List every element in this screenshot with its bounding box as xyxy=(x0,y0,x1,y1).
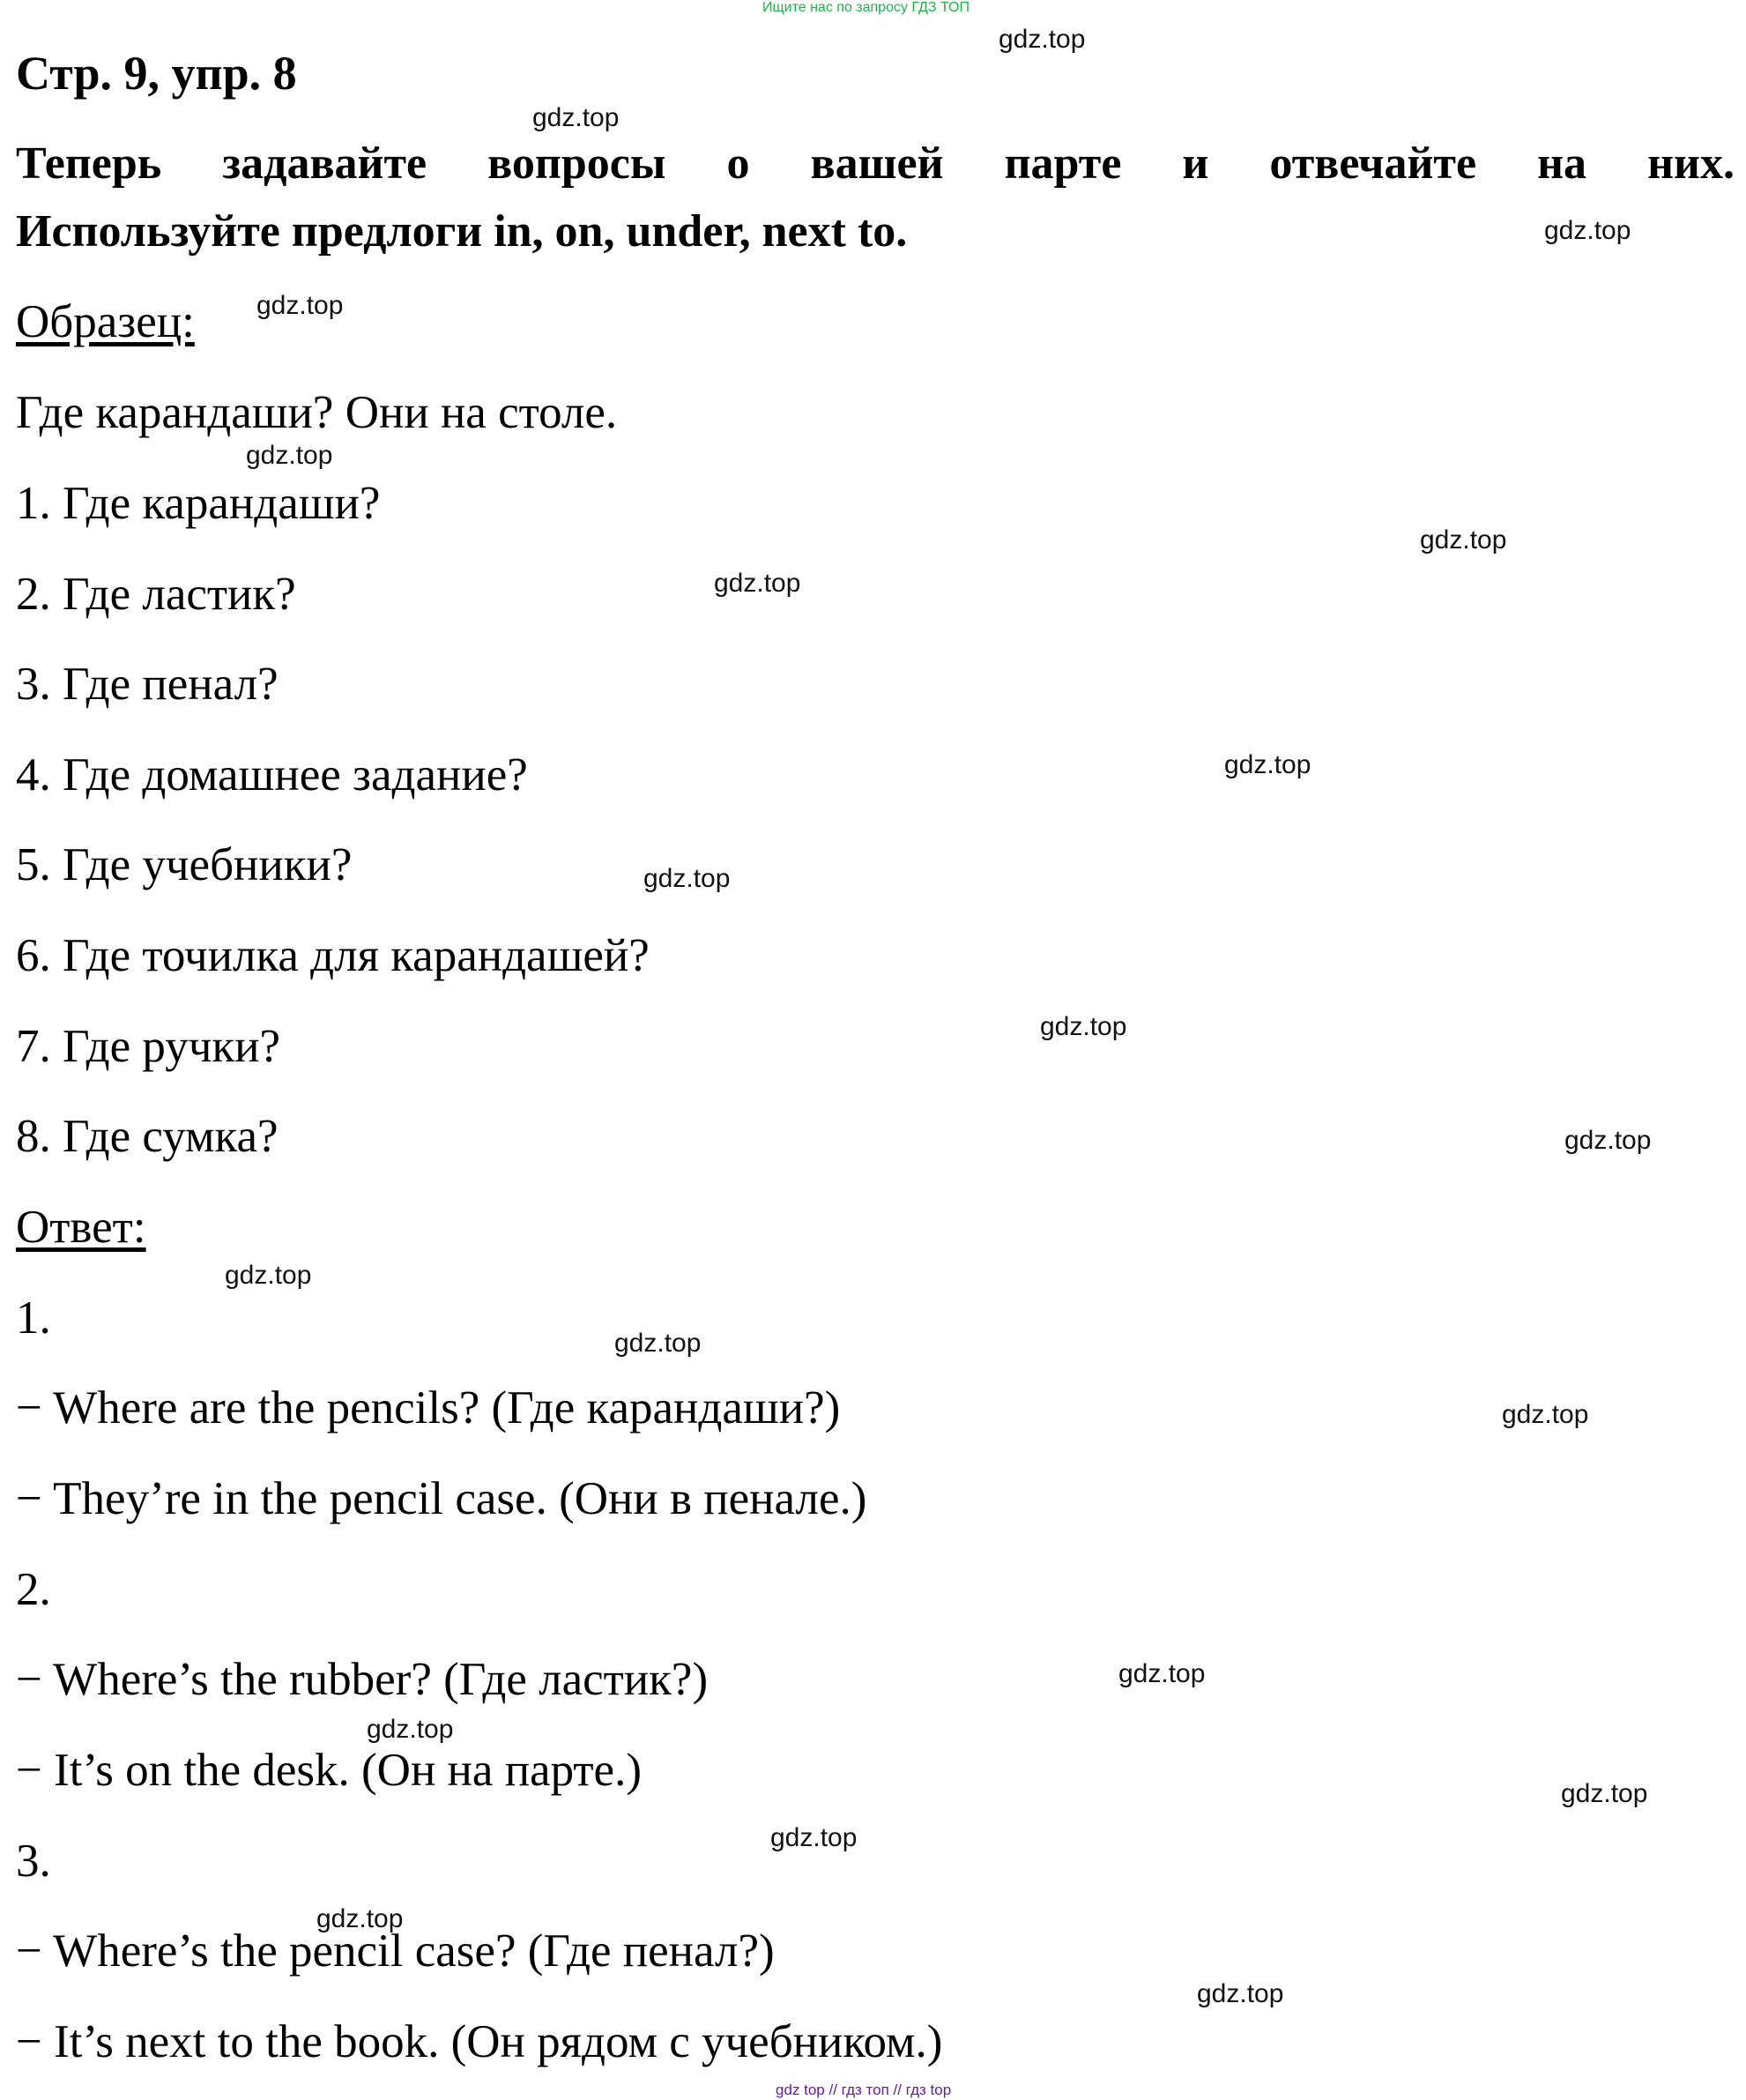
watermark: gdz.top xyxy=(1502,1400,1589,1429)
watermark: gdz.top xyxy=(714,569,801,598)
watermark: gdz.top xyxy=(367,1715,454,1744)
question-6: 6. Где точилка для карандашей? xyxy=(16,930,650,981)
watermark: gdz.top xyxy=(999,25,1086,54)
page-title: Стр. 9, упр. 8 xyxy=(16,47,297,100)
question-7: 7. Где ручки? xyxy=(16,1021,280,1072)
task-line-2: Используйте предлоги in, on, under, next to. xyxy=(16,206,908,257)
answer-3-number: 3. xyxy=(16,1836,51,1887)
answer-2-reply: − It’s on the desk. (Он на парте.) xyxy=(16,1745,642,1796)
watermark: gdz.top xyxy=(1544,216,1631,245)
footer-watermark: gdz top // гдз топ // гдз top xyxy=(776,2081,952,2098)
watermark: gdz.top xyxy=(1420,525,1507,555)
answer-label: Ответ: xyxy=(16,1202,146,1253)
answer-1-number: 1. xyxy=(16,1292,51,1344)
question-5: 5. Где учебники? xyxy=(16,839,353,890)
watermark: gdz.top xyxy=(614,1329,702,1358)
watermark: gdz.top xyxy=(316,1904,404,1933)
answer-3-question: − Where’s the pencil case? (Где пенал?) xyxy=(16,1925,775,1977)
sample-label: Образец: xyxy=(16,296,195,347)
question-1: 1. Где карандаши? xyxy=(16,478,381,529)
answer-2-number: 2. xyxy=(16,1564,51,1615)
watermark: gdz.top xyxy=(1118,1659,1206,1688)
watermark: gdz.top xyxy=(1224,750,1311,779)
watermark: gdz.top xyxy=(1197,1979,1284,2008)
answer-1-reply: − They’re in the pencil case. (Они в пенале.) xyxy=(16,1473,867,1524)
watermark: gdz.top xyxy=(225,1261,312,1290)
question-4: 4. Где домашнее задание? xyxy=(16,749,528,801)
task-line-1: Теперь задавайте вопросы о вашей парте и отвечайте на них. xyxy=(16,138,1735,189)
answer-1-question: − Where are the pencils? (Где карандаши?) xyxy=(16,1382,841,1434)
question-8: 8. Где сумка? xyxy=(16,1111,279,1162)
watermark: gdz.top xyxy=(1040,1012,1127,1041)
watermark: gdz.top xyxy=(256,291,344,320)
watermark: gdz.top xyxy=(1561,1779,1648,1808)
watermark: gdz.top xyxy=(532,103,620,132)
answer-2-question: − Where’s the rubber? (Где ластик?) xyxy=(16,1654,709,1705)
question-3: 3. Где пенал? xyxy=(16,659,279,710)
top-search-note: Ищите нас по запросу ГДЗ ТОП xyxy=(762,0,970,15)
sample-text: Где карандаши? Они на столе. xyxy=(16,387,618,438)
watermark: gdz.top xyxy=(246,441,333,470)
question-2: 2. Где ластик? xyxy=(16,569,296,620)
watermark: gdz.top xyxy=(770,1823,858,1852)
answer-3-reply: − It’s next to the book. (Он рядом с учебником.) xyxy=(16,2016,943,2067)
watermark: gdz.top xyxy=(643,864,731,893)
watermark: gdz.top xyxy=(1564,1126,1652,1155)
